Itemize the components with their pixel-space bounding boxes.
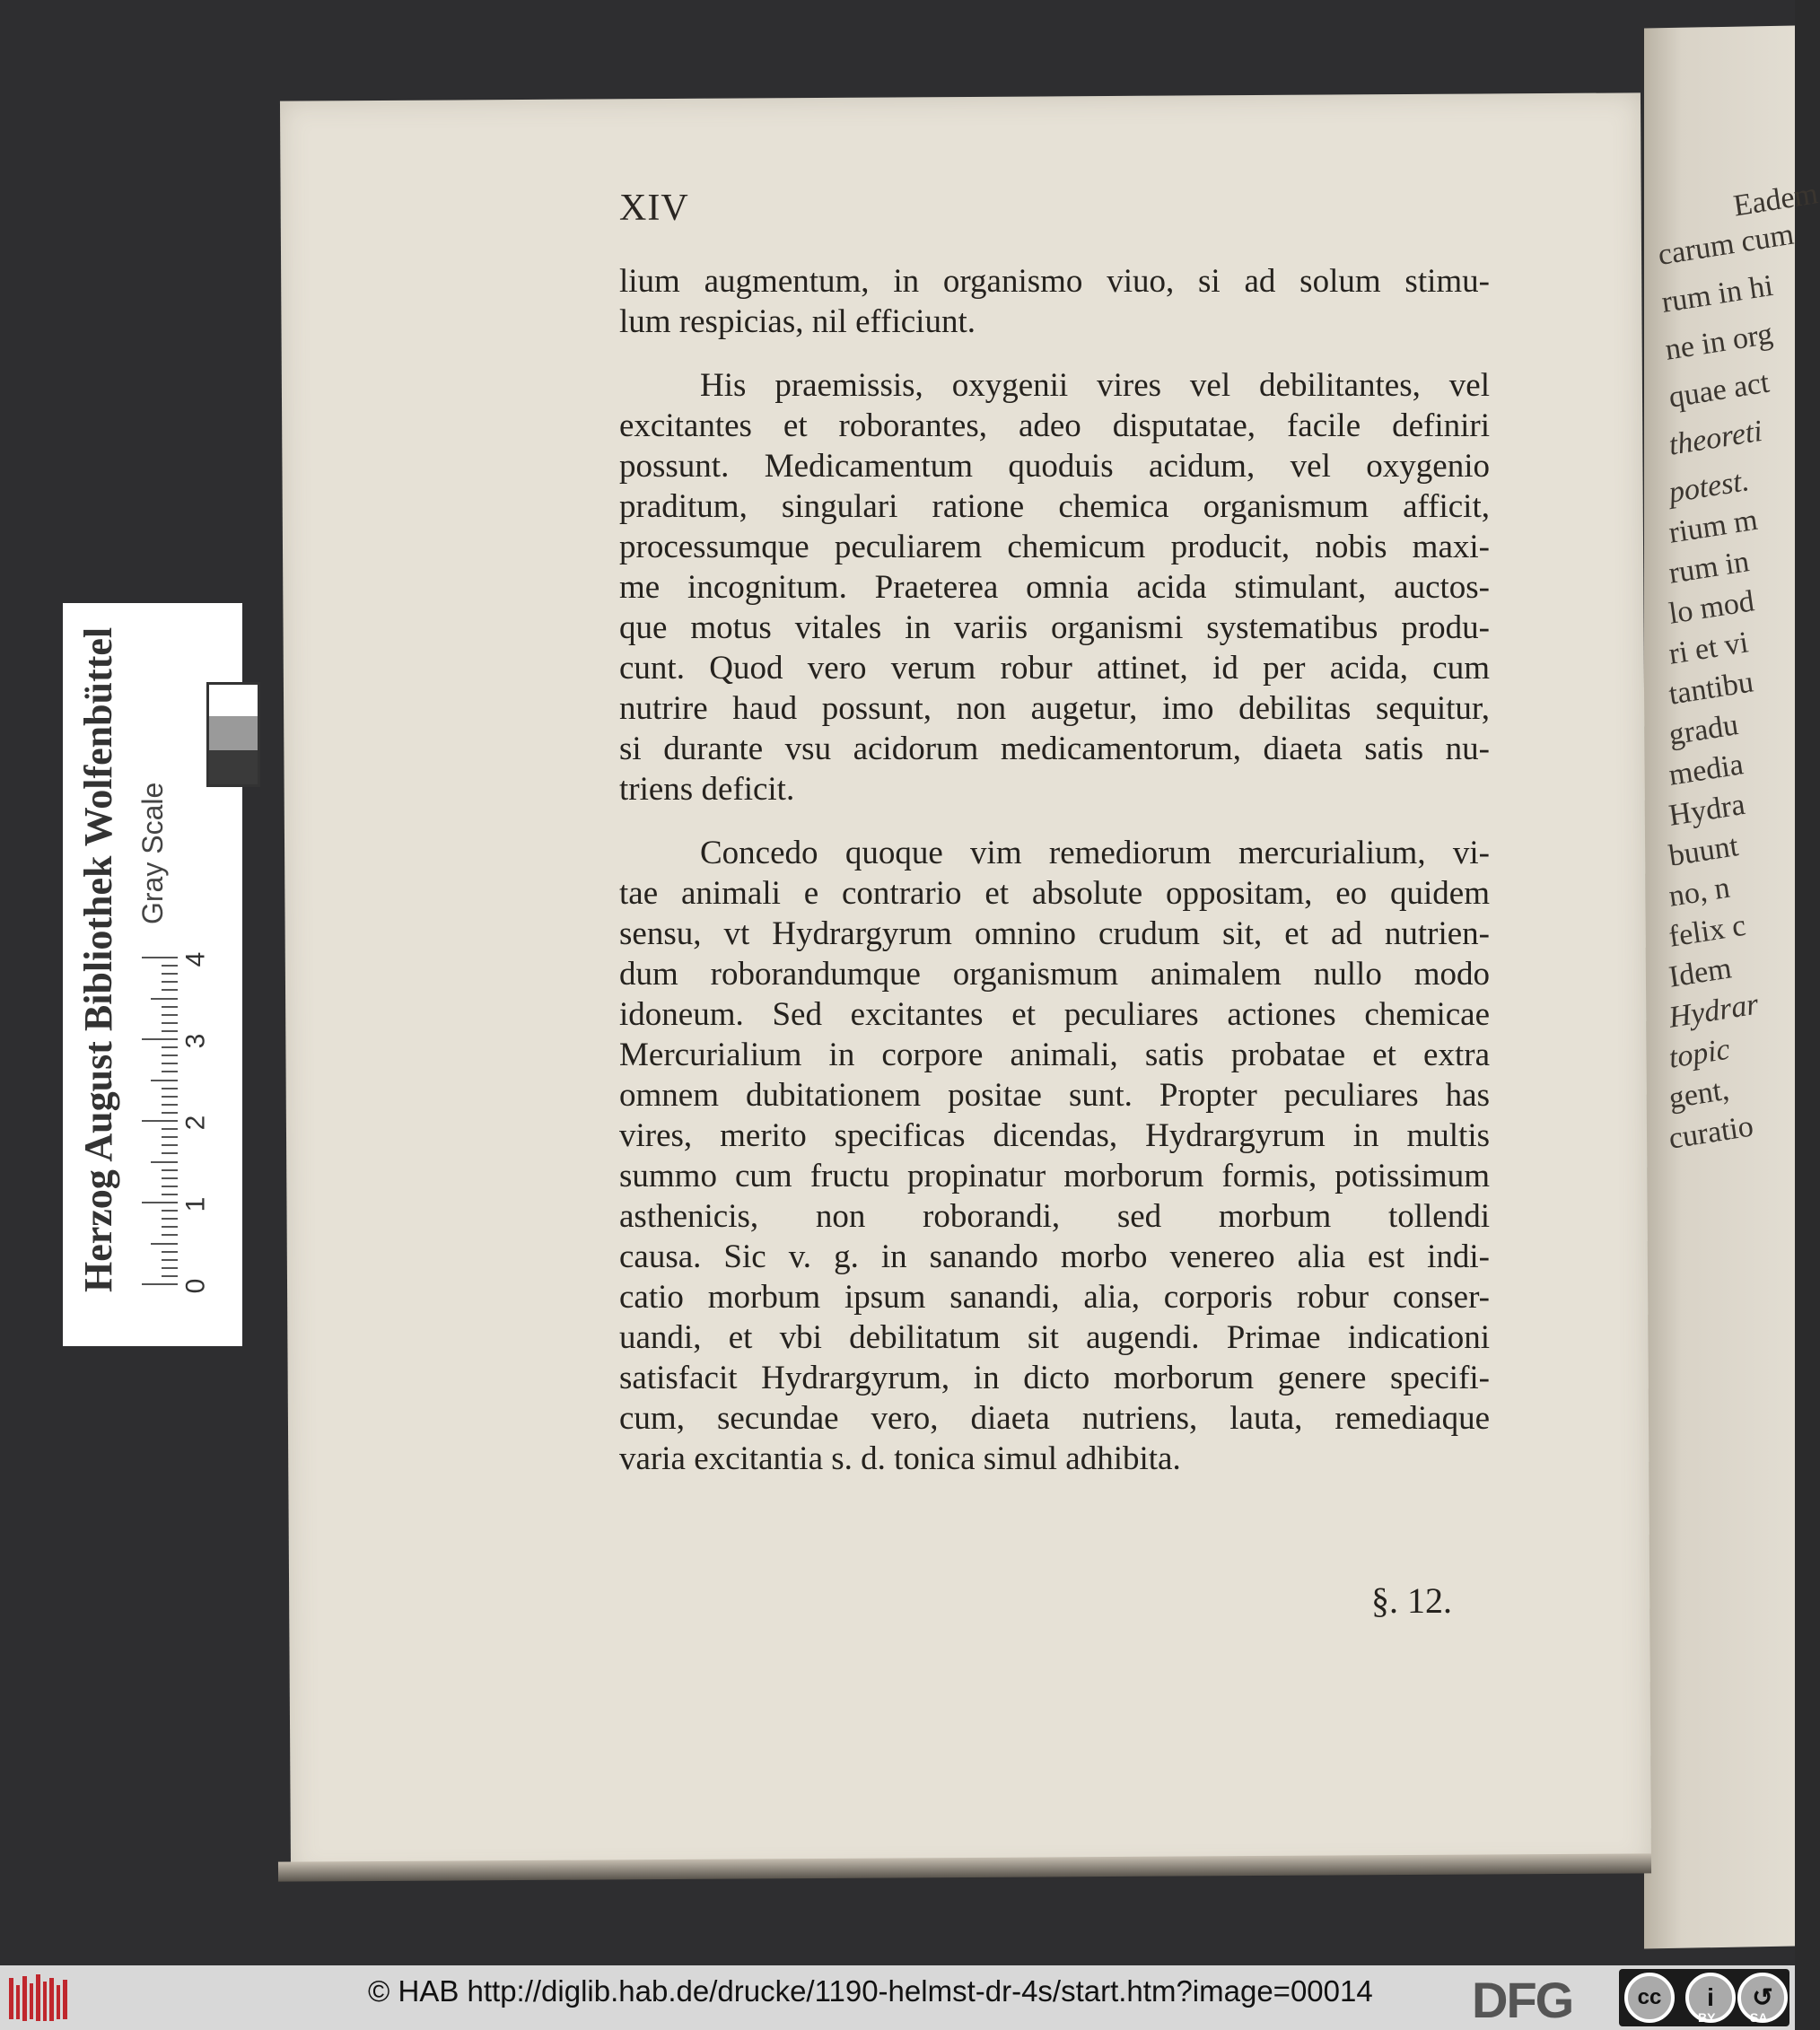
text-line: omnem dubitationem positae sunt. Propter peculiares has (619, 1077, 1490, 1114)
text-line: uandi, et vbi debilitatum sit augendi. Primae indicationi (619, 1319, 1490, 1356)
text-line: processumque peculiarem chemicum producit, nobis maxi- (619, 529, 1490, 565)
ruler-tick (162, 1014, 178, 1016)
text-line: Mercurialium in corpore animali, satis probatae et extra (619, 1037, 1490, 1073)
ruler-tick (151, 1161, 178, 1163)
ruler-tick (162, 1275, 178, 1277)
swatch-white (206, 682, 260, 719)
facing-text-line: Hydrar (1667, 987, 1761, 1035)
facing-text-line: carum cum (1656, 217, 1797, 272)
facing-text-line: potest. (1667, 464, 1752, 510)
text-line: que motus vitales in variis organismi systematibus produ- (619, 609, 1490, 646)
facing-text-line: tantibu (1667, 665, 1756, 712)
ruler-tick (162, 1104, 178, 1106)
sa-icon: ↺ (1737, 1973, 1788, 2023)
catchword: §. 12. (1371, 1580, 1452, 1621)
ruler-tick (162, 1144, 178, 1146)
facing-text-line: no, n (1667, 871, 1732, 914)
facing-text-line: theoreti (1667, 414, 1764, 462)
ruler-tick (142, 1038, 178, 1040)
text-line: tae animali e contrario et absolute oppositam, eo quidem (619, 875, 1490, 912)
text-line: si durante vsu acidorum medicamentorum, diaeta satis nu- (619, 731, 1490, 767)
facing-text-line: ri et vi (1667, 626, 1751, 671)
text-line: lium augmentum, in organismo viuo, si ad solum stimu- (619, 263, 1490, 300)
ruler-tick (162, 1152, 178, 1154)
text-line: causa. Sic v. g. in sanando morbo venereo alia est indi- (619, 1238, 1490, 1275)
facing-text-line: felix c (1667, 908, 1748, 954)
ruler-tick (162, 1169, 178, 1171)
ruler-tick (162, 981, 178, 983)
ruler-tick (162, 1022, 178, 1024)
text-line: vires, merito specificas dicendas, Hydrargyrum in multis (619, 1117, 1490, 1154)
ruler-tick (162, 1210, 178, 1212)
facing-text-line: quae act (1667, 365, 1772, 415)
ruler-tick (162, 1267, 178, 1269)
ruler-tick (162, 1128, 178, 1130)
text-line: possunt. Medicamentum quoduis acidum, vel oxygenio (619, 448, 1490, 485)
ruler-tick (151, 1080, 178, 1081)
text-line: triens deficit. (619, 771, 795, 808)
text-line: idoneum. Sed excitantes et peculiares actiones chemicae (619, 996, 1490, 1033)
ruler-tick (162, 1259, 178, 1261)
text-line: dum roborandumque organismum animalem nullo modo (619, 956, 1490, 993)
text-line: Concedo quoque vim remediorum mercurialium, vi- (700, 835, 1490, 871)
text-line: summo cum fructu propinatur morborum formis, potissimum (619, 1158, 1490, 1194)
ruler-tick (162, 1218, 178, 1220)
ruler-number: 2 (180, 1115, 211, 1131)
facing-text-line: media (1667, 748, 1746, 792)
text-line: asthenicis, non roborandi, sed morbum tollendi (619, 1198, 1490, 1235)
cc-license-badge[interactable] (1619, 1969, 1789, 2026)
ruler-tick (162, 1046, 178, 1048)
facing-text-line: ne in org (1663, 317, 1775, 367)
ruler-tick (162, 1054, 178, 1056)
facing-text-line: gradu (1667, 708, 1741, 752)
swatch-gray (206, 716, 260, 750)
text-line: lum respicias, nil efficiunt. (619, 303, 976, 340)
ruler-tick (162, 1177, 178, 1179)
ruler-tick (142, 1202, 178, 1203)
text-line: cunt. Quod vero verum robur attinet, id per acida, cum (619, 650, 1490, 687)
facing-text-line: Idem (1667, 951, 1734, 994)
text-line: excitantes et roborantes, adeo disputatae, facile definiri (619, 407, 1490, 444)
hab-logo-icon (7, 1973, 74, 2025)
ruler-tick (162, 1194, 178, 1195)
text-line: cum, secundae vero, diaeta nutriens, lauta, remediaque (619, 1400, 1490, 1437)
footer-link[interactable]: © HAB http://diglib.hab.de/drucke/1190-helmst-dr-4s/start.htm?image=00014 (368, 1974, 1373, 2008)
facing-text-line: topic (1667, 1032, 1732, 1075)
ruler-tick (162, 989, 178, 991)
ruler-tick (162, 1234, 178, 1236)
dfg-logo: DFG (1472, 1972, 1573, 2028)
ruler-tick (162, 1096, 178, 1098)
page-number: XIV (619, 188, 689, 229)
facing-text-line: Eadem (1731, 177, 1820, 223)
ruler-tick (142, 957, 178, 958)
ruler-tick (162, 1112, 178, 1114)
text-line: sensu, vt Hydrargyrum omnino crudum sit, et ad nutrien- (619, 915, 1490, 952)
ruler-institution: Herzog August Bibliothek Wolfenbüttel (76, 626, 120, 1292)
text-line: varia excitantia s. d. tonica simul adhibita. (619, 1440, 1181, 1477)
ruler-tick (162, 973, 178, 975)
text-line: praditum, singulari ratione chemica organismum afficit, (619, 488, 1490, 525)
facing-text-line: rum in hi (1659, 268, 1775, 319)
ruler-tick (162, 1063, 178, 1064)
text-line: nutrire haud possunt, non augetur, imo debilitas sequitur, (619, 690, 1490, 727)
ruler-tick (162, 1251, 178, 1253)
ruler-number: 4 (180, 951, 211, 967)
ruler-tick (162, 1030, 178, 1032)
ruler-number: 1 (180, 1196, 211, 1212)
ruler-number: 0 (180, 1278, 211, 1294)
ruler-number: 3 (180, 1033, 211, 1049)
ruler-tick (162, 1006, 178, 1008)
text-line: His praemissis, oxygenii vires vel debilitantes, vel (700, 367, 1490, 404)
facing-text-line: Hydra (1667, 787, 1747, 833)
facing-page (1644, 26, 1820, 1949)
ruler-tick (142, 1120, 178, 1122)
ruler-tick (151, 998, 178, 1000)
swatch-black (206, 750, 260, 787)
by-icon: i (1685, 1973, 1736, 2023)
ruler-tick (151, 1243, 178, 1245)
ruler-tick (162, 1071, 178, 1072)
facing-text-line: gent, (1667, 1072, 1731, 1116)
ruler-label: Gray Scale (136, 782, 169, 924)
cc-icon: cc (1624, 1973, 1675, 2023)
license-by-label: BY (1698, 2010, 1716, 2025)
text-line: me incognitum. Praeterea omnia acida stimulant, auctos- (619, 569, 1490, 606)
facing-text-line: buunt (1667, 829, 1741, 873)
license-sa-label: SA (1750, 2010, 1768, 2025)
ruler-tick (162, 1136, 178, 1138)
ruler-tick (162, 1186, 178, 1187)
facing-text-line: rium m (1667, 503, 1760, 550)
ruler-tick (162, 1088, 178, 1089)
ruler-tick (162, 1226, 178, 1228)
text-line: satisfacit Hydrargyrum, in dicto morborum genere specifi- (619, 1360, 1490, 1396)
ruler-tick (162, 965, 178, 967)
ruler-tick (142, 1283, 178, 1285)
text-line: catio morbum ipsum sanandi, alia, corporis robur conser- (619, 1279, 1490, 1316)
facing-text-line: rum in (1667, 545, 1752, 591)
facing-text-line: curatio (1667, 1109, 1755, 1156)
facing-text-line: lo mod (1667, 584, 1756, 631)
